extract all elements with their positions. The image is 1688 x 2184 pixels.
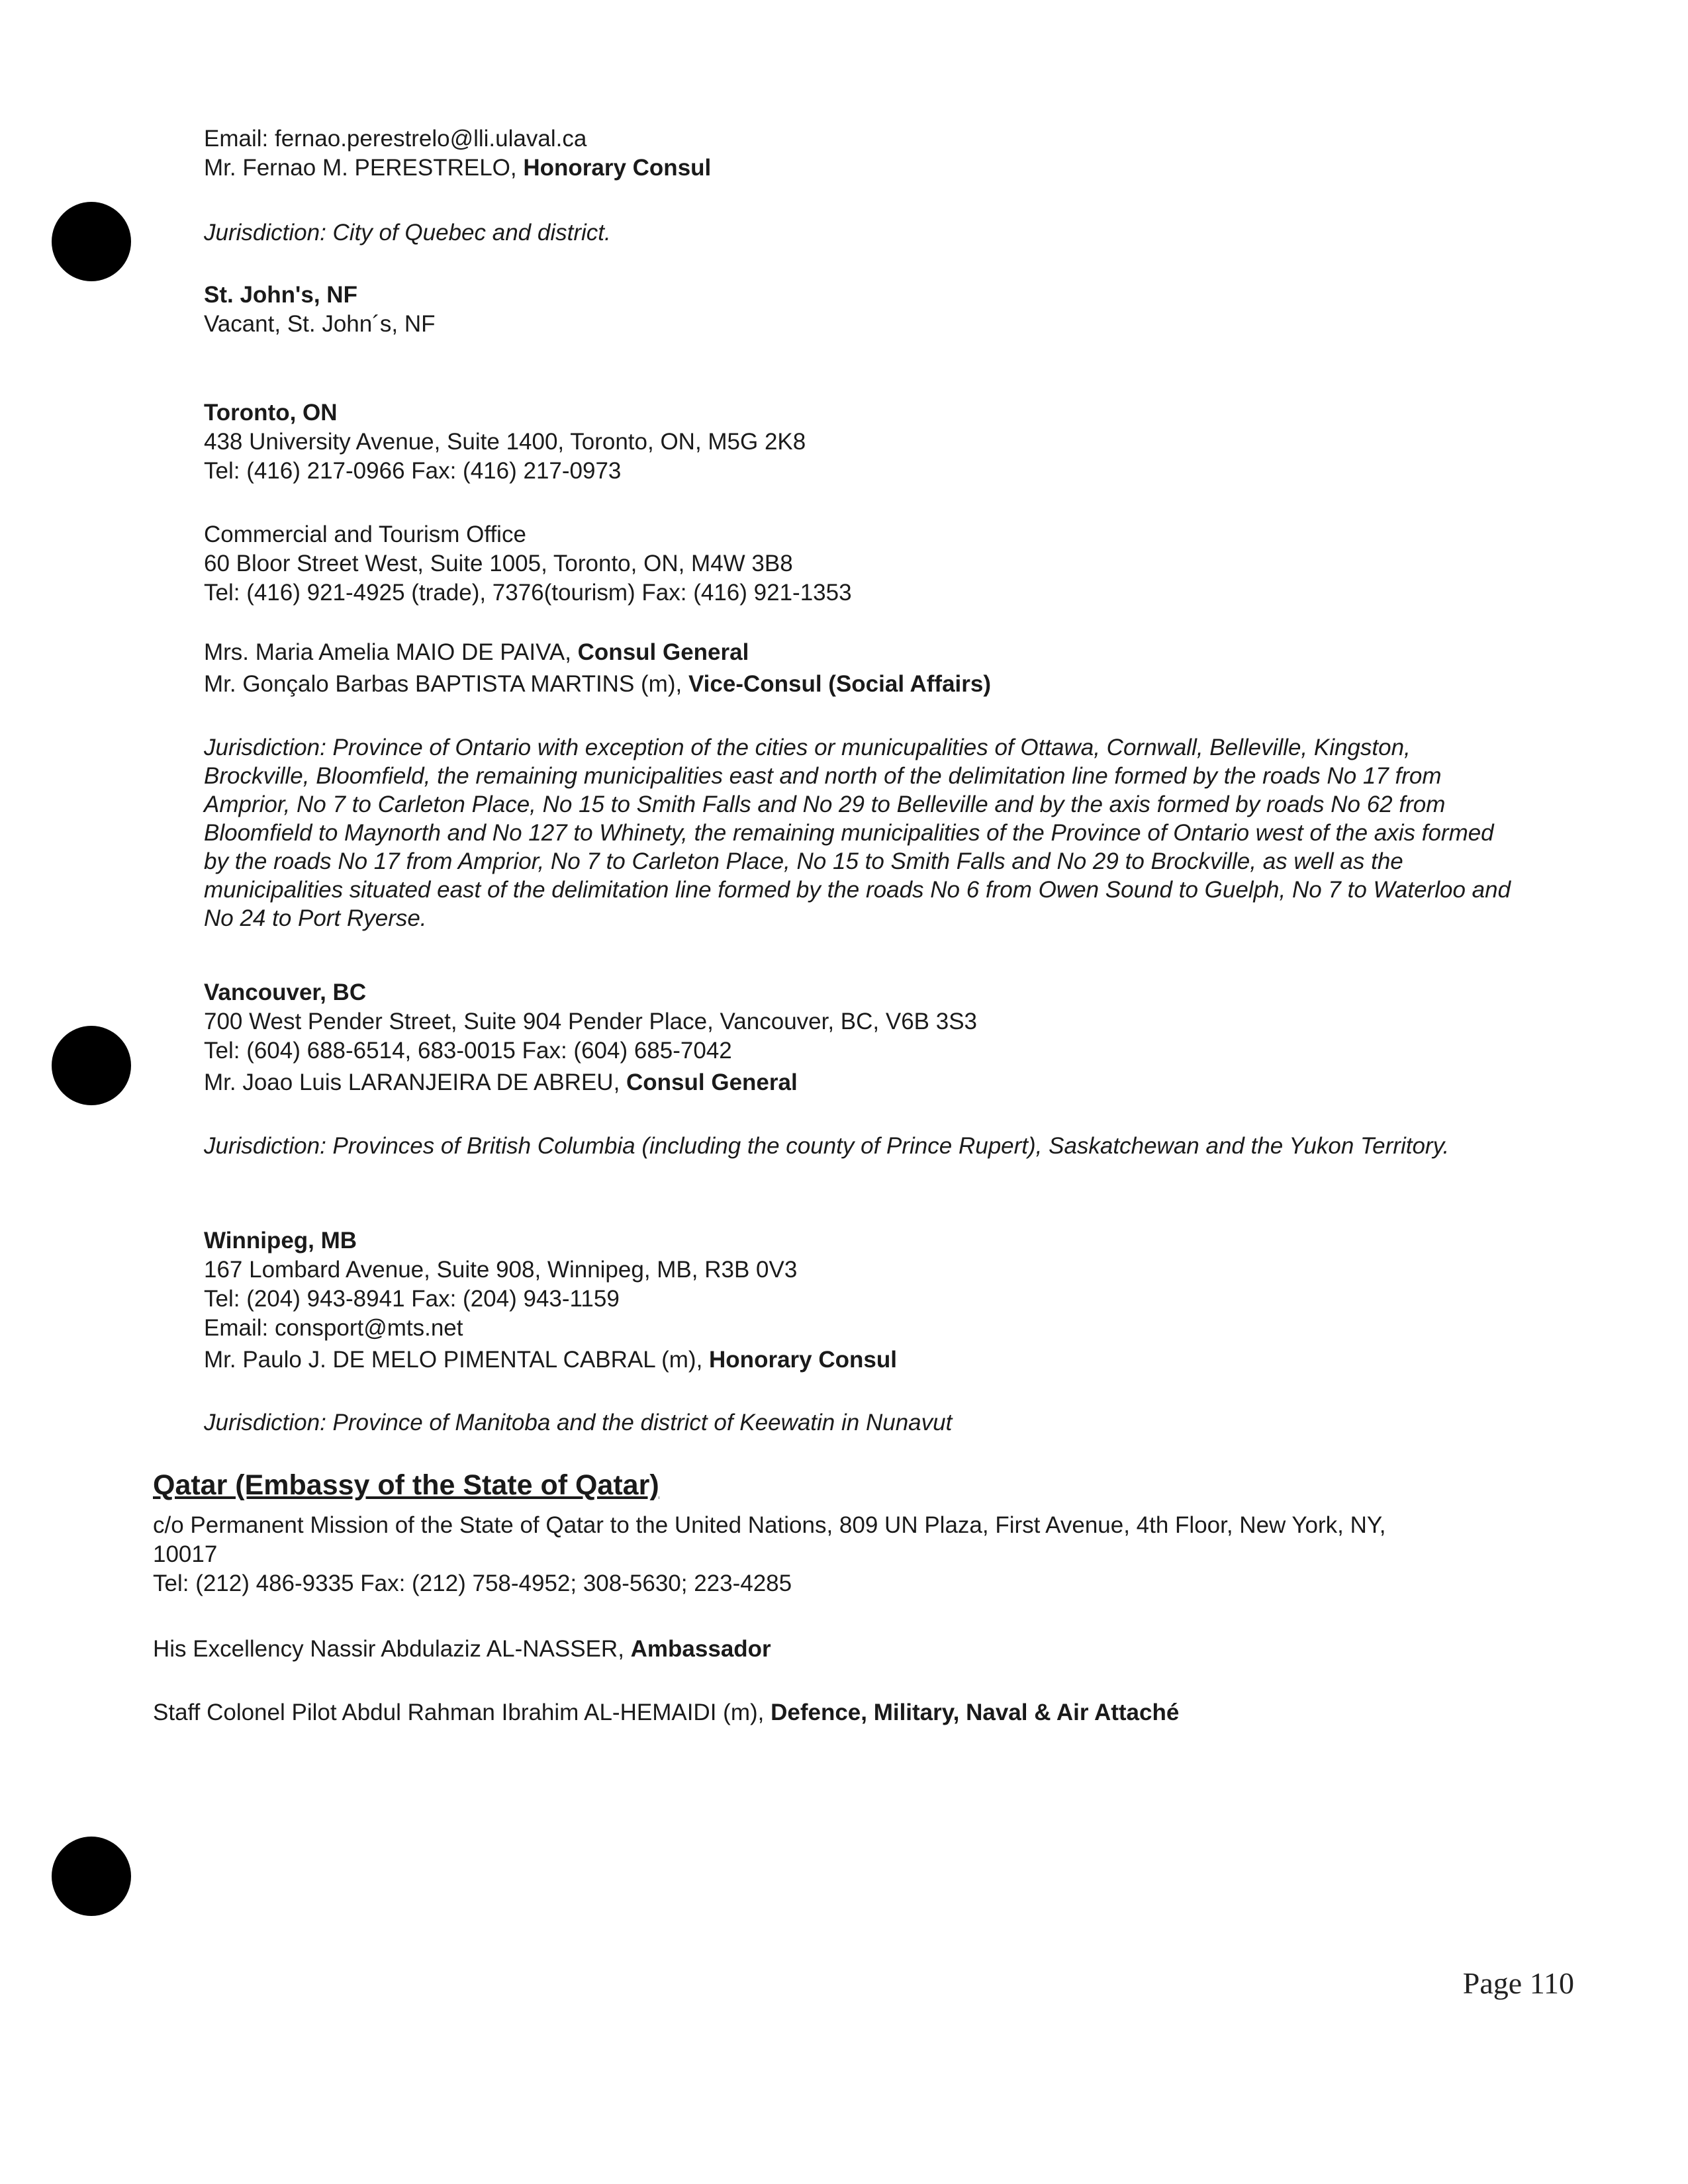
qatar-heading: Qatar (Embassy of the State of Qatar): [153, 1469, 659, 1501]
stjohns-section: [204, 281, 1528, 339]
quebec-jurisdiction: Jurisdiction: City of Quebec and district.: [204, 220, 611, 246]
qatar-attache: Staff Colonel Pilot Abdul Rahman Ibrahim AL-HEMAIDI (m), Defence, Military, Naval & Air Attaché: [153, 1700, 1180, 1725]
quebec-title: Honorary Consul: [523, 155, 712, 181]
winnipeg-tel: Tel: (204) 943-8941 Fax: (204) 943-1159: [204, 1286, 620, 1312]
vancouver-jurisdiction: Jurisdiction: Provinces of British Columbia (including the county of Prince Rupert), Saskatchewan and the Yukon Territory.: [204, 1133, 1450, 1159]
qatar-address-block: [153, 1511, 1530, 1598]
toronto-office-tel: Tel: (416) 921-4925 (trade), 7376(tourism) Fax: (416) 921-1353: [204, 580, 852, 606]
punch-hole-top: [52, 202, 131, 281]
toronto-staff: [204, 637, 1528, 700]
toronto-vice-consul: Mr. Gonçalo Barbas BAPTISTA MARTINS (m), Vice-Consul (Social Affairs): [204, 671, 992, 697]
toronto-consul-general: Mrs. Maria Amelia MAIO DE PAIVA, Consul General: [204, 639, 749, 665]
toronto-jurisdiction: Jurisdiction: Province of Ontario with exception of the cities or municupalities of Ottawa, Cornwall, Belleville, Kingston, Brockville, Bloomfield, the remaining municipalities east and north of the delimitation line formed by the roads No 17 from Amprior, No 7 to Carleton Place, No 15 to Smith Falls and No 29 to Belleville and by the axis formed by roads No 62 from Bloomfield to Maynorth and No 127 to Whinety, the remaining municipalities of the Province of Ontario west of the axis formed by the roads No 17 from Amprior, No 7 to Carleton Place, No 15 to Smith Falls and No 29 to Brockville, as well as the municipalities situated east of the delimitation line formed by the roads No 6 from Owen Sound to Guelph, No 7 to Waterloo and No 24 to Port Ryerse.: [204, 735, 1511, 931]
toronto-office-address: 60 Bloor Street West, Suite 1005, Toronto, ON, M4W 3B8: [204, 551, 793, 576]
winnipeg-heading: Winnipeg, MB: [204, 1228, 357, 1253]
vancouver-consul-general: Mr. Joao Luis LARANJEIRA DE ABREU, Consul General: [204, 1069, 798, 1095]
punch-hole-bottom: [52, 1837, 131, 1916]
toronto-heading: Toronto, ON: [204, 400, 338, 426]
vancouver-section: [204, 978, 1528, 1097]
punch-hole-middle: [52, 1026, 131, 1105]
quebec-person: Mr. Fernao M. PERESTRELO,: [204, 155, 524, 181]
toronto-office-name: Commercial and Tourism Office: [204, 522, 526, 547]
qatar-ambassador: His Excellency Nassir Abdulaziz AL-NASSER, Ambassador: [153, 1636, 771, 1662]
qatar-address-line2: 10017: [153, 1541, 218, 1567]
qatar-tel: Tel: (212) 486-9335 Fax: (212) 758-4952; 308-5630; 223-4285: [153, 1570, 792, 1596]
qatar-address-line1: c/o Permanent Mission of the State of Qatar to the United Nations, 809 UN Plaza, First Avenue, 4th Floor, New York, NY,: [153, 1512, 1386, 1538]
quebec-contact: [204, 154, 1528, 183]
stjohns-heading: St. John's, NF: [204, 282, 357, 308]
stjohns-status: Vacant, St. John´s, NF: [204, 311, 436, 337]
quebec-section: [204, 124, 1528, 183]
vancouver-tel: Tel: (604) 688-6514, 683-0015 Fax: (604) 685-7042: [204, 1038, 732, 1064]
vancouver-address: 700 West Pender Street, Suite 904 Pender Place, Vancouver, BC, V6B 3S3: [204, 1009, 978, 1034]
winnipeg-address: 167 Lombard Avenue, Suite 908, Winnipeg, MB, R3B 0V3: [204, 1257, 798, 1283]
winnipeg-email: Email: consport@mts.net: [204, 1315, 463, 1341]
winnipeg-jurisdiction: Jurisdiction: Province of Manitoba and the district of Keewatin in Nunavut: [204, 1410, 953, 1435]
toronto-office: [204, 520, 1528, 608]
quebec-email: Email: fernao.perestrelo@lli.ulaval.ca: [204, 126, 587, 152]
toronto-tel: Tel: (416) 217-0966 Fax: (416) 217-0973: [204, 458, 622, 484]
winnipeg-section: [204, 1226, 1528, 1375]
page-number: Page 110: [1462, 1966, 1574, 2000]
toronto-address: 438 University Avenue, Suite 1400, Toronto, ON, M5G 2K8: [204, 429, 806, 455]
winnipeg-honorary-consul: Mr. Paulo J. DE MELO PIMENTAL CABRAL (m), Honorary Consul: [204, 1347, 897, 1373]
toronto-section: [204, 398, 1528, 486]
vancouver-heading: Vancouver, BC: [204, 979, 367, 1005]
